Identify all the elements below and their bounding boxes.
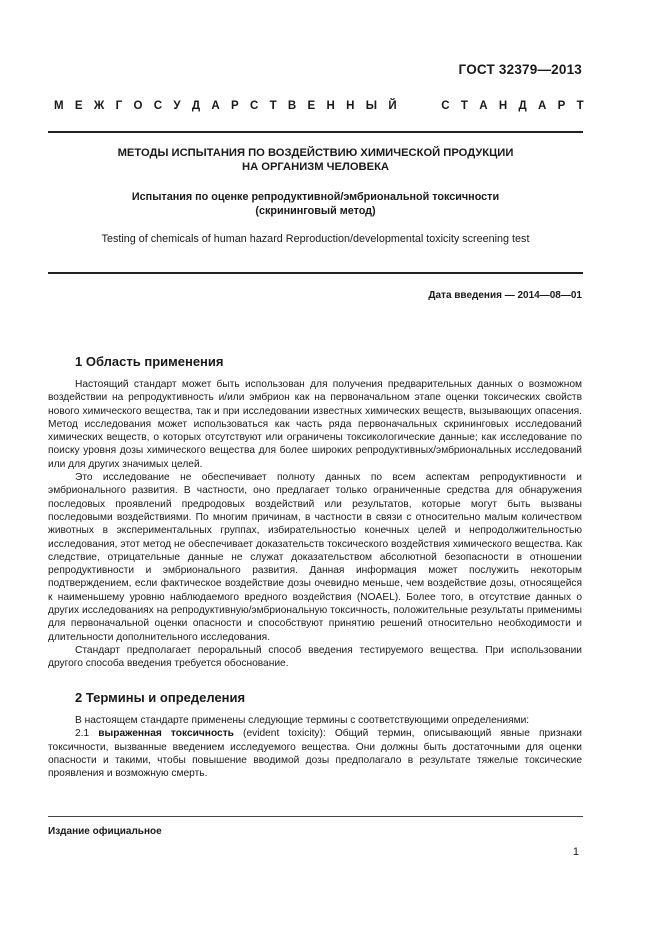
heading-letter: Н: [498, 100, 508, 112]
subtitle-line-2: (скрининговый метод): [255, 205, 376, 217]
heading-letter: Д: [191, 100, 201, 112]
title-line-1: МЕТОДЫ ИСПЫТАНИЯ ПО ВОЗДЕЙСТВИЮ ХИМИЧЕСКОЙ ПРОДУКЦИИ: [117, 147, 514, 159]
section-2-heading: 2 Термины и определения: [75, 690, 246, 705]
heading-letter: М: [54, 100, 64, 112]
heading-letter: А: [479, 100, 488, 112]
section-1-paragraph: Стандарт предполагает пероральный способ введения тестируемого вещества. При использовании другого способа введения требуется обоснование.: [48, 644, 582, 670]
heading-letter: Е: [74, 100, 83, 112]
heading-letter: Д: [518, 100, 527, 112]
interstate-standard-heading: [54, 100, 584, 112]
heading-letter: Н: [326, 100, 335, 112]
heading-letter: С: [249, 100, 259, 112]
heading-letter: Т: [269, 100, 277, 112]
term-number: 2.1: [75, 728, 90, 740]
section-2-body: [48, 714, 582, 780]
section-1-heading: 1 Область применения: [75, 354, 224, 369]
section-1-paragraph: Это исследование не обеспечивает полноту данных по всем аспектам репродуктивности и эмбрионального развития. В частности, оно предлагает только ограниченные средства для обнаружения последовых проявлений предродовых воздействий или результатов, которые могут быть вызваны последовыми воздействиями. По многим причинам, в частности в связи с относительно малым количеством животных в экспериментальных группах, избирательностью конечных целей и непродолжительностью исследования, этот метод не обеспечивает доказательств токсического воздействия химического вещества. Как следствие, отрицательные данные не служат доказательством абсолютной безопасности в отношении репродуктивности и эмбрионального развития. Данная информация может послужить некоторым подтверждением, если фактическое воздействие дозы очевидно меньше, чем воздействие дозы, относящейся к наименьшему уровню наблюдаемого вредного воздействия (NOAEL). Более того, в отсутствие данных о других исследованиях на репродуктивную/эмбриональную токсичность, положительные результаты применимы для первоначальной оценки опасности и способствуют принятию решений относительно необходимости и длительности дополнительного исследования.: [48, 472, 582, 643]
title-line-2: НА ОРГАНИЗМ ЧЕЛОВЕКА: [241, 161, 390, 173]
footer-rule: [48, 816, 583, 817]
heading-letter: Р: [230, 100, 239, 112]
heading-letter: Й: [388, 100, 397, 112]
intro-date: Дата введения — 2014—08—01: [428, 290, 582, 301]
heading-letter: Р: [557, 100, 566, 112]
section-1-paragraph: Настоящий стандарт может быть использован для получения предварительных данных о возможном воздействии на репродуктивность и/или эмбрион как на первоначальном этапе оценки токсических свойств нового химического вещества, так и при исследовании известных химических веществ, вызывающих опасения. Метод исследования может использоваться как часть ряда первоначальных скрининговых исследований химических веществ, о которых отсутствуют или ограничены токсикологические данные; как исследование по поиску уровня дозы химического вещества для более широких репродуктивных/эмбриональных исследований или для других значимых целей.: [48, 379, 582, 470]
term-text: Общий термин, описывающий явные признаки токсичности, вызванные введением исследуемого вещества. Они должны быть достаточными для оценки опасности и такими, чтобы повышение вводимой дозы предполагало в результате тяжелые токсические проявления и возможную смерть.: [48, 728, 582, 780]
heading-letter: А: [211, 100, 220, 112]
heading-letter: В: [287, 100, 297, 112]
section-1-body: [48, 378, 582, 671]
section-2-paragraph: В настоящем стандарте применены следующие термины с соответствующими определениями:: [75, 715, 530, 726]
heading-letter: У: [173, 100, 181, 112]
term-english: (evident toxicity):: [233, 728, 326, 740]
heading-letter: Ы: [365, 100, 378, 112]
document-subtitle: [48, 190, 583, 218]
heading-letter: Н: [346, 100, 355, 112]
heading-letter: Г: [115, 100, 123, 112]
heading-letter: С: [153, 100, 163, 112]
term-definition: [48, 727, 582, 780]
standard-code: ГОСТ 32379—2013: [458, 62, 582, 77]
term-name: выраженная токсичность: [98, 728, 234, 740]
heading-letter: С: [441, 100, 450, 112]
heading-letter: Ж: [93, 100, 105, 112]
header-rule: [48, 131, 583, 133]
official-edition-label: Издание официальное: [48, 826, 162, 837]
heading-letter: Е: [307, 100, 316, 112]
word-gap: [408, 100, 430, 112]
page-number: 1: [572, 846, 579, 858]
english-title: Testing of chemicals of human hazard Reproduction/developmental toxicity screening test: [101, 233, 530, 245]
heading-letter: Т: [576, 100, 584, 112]
document-title: [48, 146, 583, 174]
subtitle-line-1: Испытания по оценке репродуктивной/эмбриональной токсичности: [131, 191, 500, 203]
heading-letter: О: [133, 100, 143, 112]
heading-letter: Т: [460, 100, 468, 112]
title-rule: [48, 272, 583, 274]
heading-letter: А: [537, 100, 547, 112]
